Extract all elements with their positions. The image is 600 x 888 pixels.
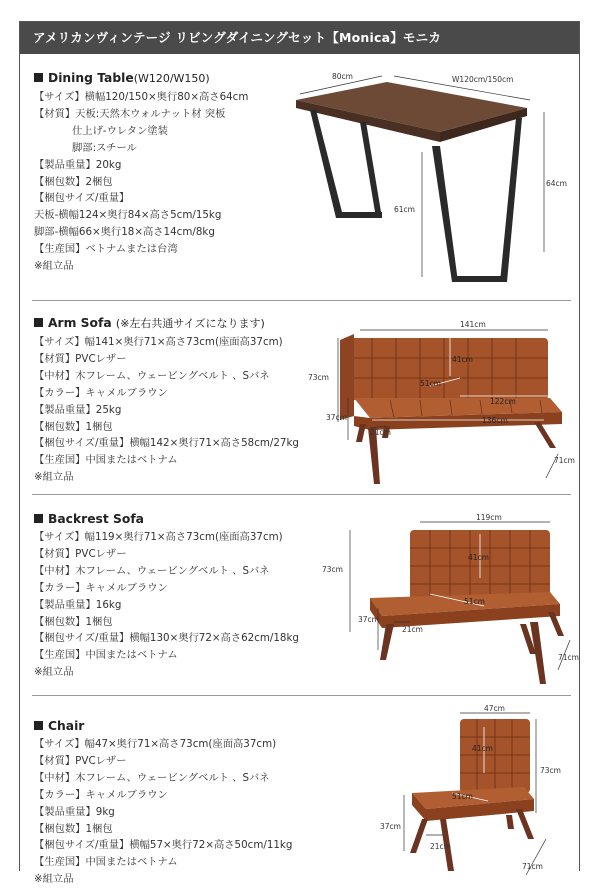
dim-height: 64cm bbox=[546, 179, 567, 188]
spec-line: 【製品重量】20kg bbox=[34, 158, 122, 171]
spec-line: 【梱包数】2梱包 bbox=[34, 175, 113, 188]
dim-height: 73cm bbox=[540, 766, 561, 775]
spec-line: 脚部:スチール bbox=[72, 141, 137, 154]
arm-sofa-title: Arm Sofa (※左右共通サイズになります) bbox=[34, 314, 299, 333]
spec-line: 【梱包サイズ/重量】 bbox=[34, 192, 130, 205]
spec-line: 【生産国】中国またはベトナム bbox=[34, 454, 178, 467]
spec-line: 【材質】PVCレザー bbox=[34, 352, 127, 365]
dim-depth: 71cm bbox=[558, 653, 579, 662]
dim-seat-height: 37cm bbox=[326, 413, 347, 422]
spec-line: 脚部-横幅66×奥行18×高さ14cm/8kg bbox=[34, 226, 215, 239]
spec-line: 【梱包サイズ/重量】横幅57×奥行72×高さ50cm/11kg bbox=[34, 839, 293, 852]
spec-line: 【生産国】中国またはベトナム bbox=[34, 856, 178, 869]
spec-line: 【生産国】中国またはベトナム bbox=[34, 649, 178, 662]
spec-line: 【サイズ】幅47×奥行71×高さ73cm(座面高37cm) bbox=[34, 738, 277, 750]
dining-table-title: Dining Table(W120/W150) bbox=[34, 69, 248, 88]
arm-sofa-spec bbox=[34, 314, 299, 486]
dim-leg: 21cm bbox=[402, 625, 423, 634]
section-backrest-sofa bbox=[20, 494, 579, 695]
dim-height: 73cm bbox=[308, 373, 329, 382]
backrest-sofa-illustration bbox=[310, 512, 579, 692]
chair-title: Chair bbox=[34, 717, 292, 735]
dim-seat-depth: 51cm bbox=[464, 597, 485, 606]
dim-back: 41cm bbox=[452, 355, 473, 364]
spec-line: 【カラー】キャメルブラウン bbox=[34, 386, 168, 399]
spec-line: 【材質】天板:天然木ウォルナット材 突板 bbox=[34, 107, 226, 120]
dim-width: 47cm bbox=[484, 704, 505, 713]
spec-line: 【梱包数】1梱包 bbox=[34, 615, 113, 628]
spec-line: 【製品重量】9kg bbox=[34, 805, 115, 818]
spec-line: 【材質】PVCレザー bbox=[34, 754, 127, 767]
spec-line: 【中材】木フレーム、ウェービングベルト 、Sバネ bbox=[34, 564, 270, 577]
spec-line: 【カラー】キャメルブラウン bbox=[34, 788, 168, 801]
spec-line: ※組立品 bbox=[34, 666, 74, 679]
dim-leg: 21cm bbox=[430, 842, 451, 851]
spec-line: 【梱包サイズ/重量】横幅142×奥行71×高さ58cm/27kg bbox=[34, 437, 299, 450]
spec-line: ※組立品 bbox=[34, 873, 74, 886]
spec-line: 【カラー】キャメルブラウン bbox=[34, 581, 168, 594]
square-bullet-icon bbox=[34, 514, 43, 523]
backrest-sofa-title: Backrest Sofa bbox=[34, 510, 299, 528]
spec-line: 【梱包数】1梱包 bbox=[34, 822, 113, 835]
product-spec-page bbox=[19, 21, 580, 886]
spec-line: 【中材】木フレーム、ウェービングベルト 、Sバネ bbox=[34, 771, 270, 784]
spec-line: 【梱包サイズ/重量】横幅130×奥行72×高さ62cm/18kg bbox=[34, 632, 299, 645]
spec-line: 天板-横幅124×奥行84×高さ5cm/15kg bbox=[34, 209, 222, 222]
dim-seat-depth: 51cm bbox=[452, 792, 473, 801]
spec-line: 仕上げ-ウレタン塗装 bbox=[72, 124, 168, 137]
section-arm-sofa bbox=[20, 300, 579, 494]
dim-seat-height: 37cm bbox=[380, 822, 401, 831]
spec-line: ※組立品 bbox=[34, 471, 74, 484]
chair-illustration bbox=[360, 703, 575, 878]
dim-leg: 21cm bbox=[370, 428, 391, 437]
spec-line: ※組立品 bbox=[34, 260, 74, 273]
dim-back: 41cm bbox=[468, 553, 489, 562]
spec-line: 【生産国】ベトナムまたは台湾 bbox=[34, 243, 178, 256]
arm-sofa-illustration bbox=[300, 316, 575, 491]
square-bullet-icon bbox=[34, 721, 43, 730]
dim-inner-width: 136cm bbox=[482, 416, 508, 425]
dim-back: 41cm bbox=[472, 744, 493, 753]
dim-width: 141cm bbox=[460, 320, 486, 329]
chair-spec bbox=[34, 717, 292, 888]
dim-depth: 71cm bbox=[522, 862, 543, 871]
dining-table-spec bbox=[34, 69, 248, 275]
section-dining-table bbox=[20, 54, 579, 300]
spec-line: 【サイズ】幅141×奥行71×高さ73cm(座面高37cm) bbox=[34, 336, 283, 348]
spec-line: 【材質】PVCレザー bbox=[34, 547, 127, 560]
dining-table-illustration bbox=[282, 62, 572, 290]
dim-width: W120cm/150cm bbox=[452, 75, 514, 84]
page-header: アメリカンヴィンテージ リビングダイニングセット【Monica】モニカ bbox=[20, 22, 579, 54]
spec-line: 【サイズ】横幅120/150×奥行80×高さ64cm bbox=[34, 91, 249, 103]
dim-seat-width: 122cm bbox=[490, 397, 516, 406]
dim-depth: 71cm bbox=[554, 456, 575, 465]
backrest-sofa-spec bbox=[34, 510, 299, 681]
spec-line: 【梱包数】1梱包 bbox=[34, 420, 113, 433]
square-bullet-icon bbox=[34, 318, 43, 327]
spec-line: 【中材】木フレーム、ウェービングベルト 、Sバネ bbox=[34, 369, 270, 382]
dim-width: 119cm bbox=[476, 513, 502, 522]
square-bullet-icon bbox=[34, 73, 43, 82]
dim-depth: 80cm bbox=[332, 72, 353, 81]
dim-seat-depth: 51cm bbox=[420, 379, 441, 388]
dim-height: 73cm bbox=[322, 565, 343, 574]
spec-line: 【製品重量】16kg bbox=[34, 598, 122, 611]
section-chair bbox=[20, 695, 579, 886]
dim-leg-height: 61cm bbox=[394, 205, 415, 214]
spec-line: 【サイズ】幅119×奥行71×高さ73cm(座面高37cm) bbox=[34, 531, 283, 543]
spec-line: 【製品重量】25kg bbox=[34, 403, 122, 416]
dim-seat-height: 37cm bbox=[358, 615, 379, 624]
